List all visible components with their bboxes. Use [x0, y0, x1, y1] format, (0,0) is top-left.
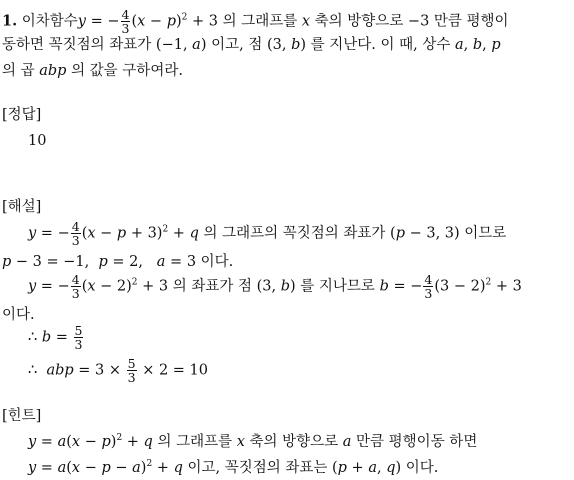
fraction: $\frac{5}{3}$ [74, 323, 83, 353]
fraction: $\frac{4}{3}$ [121, 7, 130, 37]
problem-number: 1. [2, 12, 18, 30]
fraction: $\frac{5}{3}$ [127, 356, 136, 386]
hint-line-1: $y = a(x - p)^2 + q$ 의 그래프를 x 축의 방향으로 a 만큼 평행이동 하면 [28, 433, 478, 450]
answer-heading: [정답] [2, 107, 42, 123]
hint-heading: [힌트] [2, 408, 42, 424]
solution-heading: [해설] [2, 199, 42, 215]
problem-line-1: 1. 이차함수y = − $\frac{4}{3}$ $(x - p)^2 + 3$ 의 그래프를 x 축의 방향으로 −3 만큼 평행이 [2, 7, 509, 37]
solution-line-5: ∴ b = $\frac{5}{3}$ [28, 323, 83, 353]
fraction: $\frac{4}{3}$ [71, 219, 80, 249]
problem-line-3: 의 곱 abp 의 값을 구하여라. [2, 63, 183, 79]
solution-line-4: 이다. [2, 307, 35, 323]
fraction: $\frac{4}{3}$ [71, 272, 80, 302]
solution-line-1: y = − $\frac{4}{3}$ $(x - p + 3)^2 + q$ 의 그래프의 꼭짓점의 좌표가 (p − 3, 3) 이므로 [28, 219, 507, 249]
solution-line-2: p − 3 = −1, p = 2, a = 3 이다. [2, 254, 234, 270]
answer-value: 10 [28, 133, 47, 149]
solution-line-6: ∴ abp = 3 × $\frac{5}{3}$ × 2 = 10 [28, 356, 209, 386]
hint-line-2: $y = a(x - p - a)^2 + q$ 이고, 꼭짓점의 좌표는 (p + a, q) 이다. [28, 459, 439, 476]
problem-line-2: 동하면 꼭짓점의 좌표가 (−1, a) 이고, 점 (3, b) 를 지난다. 이 때, 상수 a, b, p [2, 37, 501, 53]
solution-line-3: y = − $\frac{4}{3}$ $(x - 2)^2 + 3$ 의 좌표가 점 (3, b) 를 지나므로 b = − $\frac{4}{3}$ $(3 - 2)^2 + 3$ [28, 272, 522, 302]
fraction: $\frac{4}{3}$ [424, 272, 433, 302]
